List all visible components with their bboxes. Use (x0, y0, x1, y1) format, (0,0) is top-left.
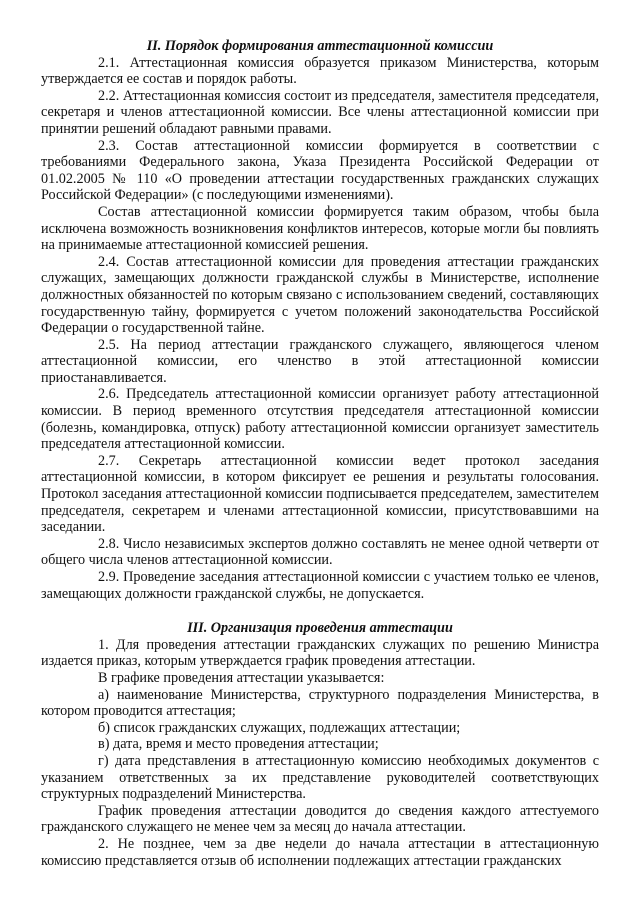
schedule-notice: График проведения аттестации доводится до сведения каждого аттестуемого гражданского служащего не менее чем за месяц до начала аттестации. (41, 802, 599, 836)
schedule-intro: В графике проведения аттестации указывается: (98, 669, 385, 686)
paragraph-2-3: 2.3. Состав аттестационной комиссии формируется в соответствии с требованиями Федерального закона, Указа Президента Российской Федерации от 01.02.2005 № 110 «О проведении аттестации государственных гражданских служащих Российской Федерации» (с последующими изменениями). (41, 137, 599, 204)
list-item-g: г) дата представления в аттестационную комиссию необходимых документов с указанием ответственных за их представление руководителей соответствующих структурных подразделений Министерства. (41, 752, 599, 803)
paragraph-2-6: 2.6. Председатель аттестационной комиссии организует работу аттестационной комиссии. В период временного отсутствия председателя аттестационной комиссии (болезнь, командировка, отпуск) работу аттестационной комиссии организует заместитель председателя аттестационной комиссии. (41, 386, 599, 453)
section-3-heading: III. Организация проведения аттестации (187, 620, 453, 637)
paragraph-2-5: 2.5. На период аттестации гражданского служащего, являющегося членом аттестационной комиссии, его членство в этой аттестационной комиссии приостанавливается. (41, 336, 599, 386)
paragraph-2-9: 2.9. Проведение заседания аттестационной комиссии с участием только ее членов, замещающих должности гражданской службы, не допускается. (41, 569, 599, 602)
paragraph-2-4: 2.4. Состав аттестационной комиссии для проведения аттестации гражданских служащих, замещающих должности гражданской службы в Министерстве, исполнение должностных обязанностей по которым связано с использованием сведений, составляющих государственную тайну, формируется с учетом положений законодательства Российской Федерации о государственной тайне. (41, 253, 599, 337)
paragraph-2-1: 2.1. Аттестационная комиссия образуется приказом Министерства, которым утверждается ее состав и порядок работы. (41, 54, 599, 88)
section-2-body (41, 55, 599, 603)
paragraph-2-2: 2.2. Аттестационная комиссия состоит из председателя, заместителя председателя, секретаря и членов аттестационной комиссии. Все члены аттестационной комиссии при принятии решений обладают равными правами. (41, 87, 599, 137)
list-item-a: а) наименование Министерства, структурного подразделения Министерства, в котором проводится аттестация; (41, 686, 599, 720)
paragraph-3-2: 2. Не позднее, чем за две недели до начала аттестации в аттестационную комиссию представляется отзыв об исполнении подлежащих аттестации гражданских (41, 835, 599, 869)
list-item-v: в) дата, время и место проведения аттестации; (98, 736, 379, 753)
paragraph-3-1: 1. Для проведения аттестации гражданских служащих по решению Министра издается приказ, которым утверждается график проведения аттестации. (41, 636, 599, 670)
paragraph-2-8: 2.8. Число независимых экспертов должно составлять не менее одной четверти от общего числа членов аттестационной комиссии. (41, 535, 599, 569)
paragraph-2-7: 2.7. Секретарь аттестационной комиссии ведет протокол заседания аттестационной комиссии, в котором фиксирует ее решения и результаты голосования. Протокол заседания аттестационной комиссии подписывается председателем, заместителем председателя, секретарем и членами аттестационной комиссии, присутствовавшими на заседании. (41, 452, 599, 536)
document-page (41, 38, 599, 869)
section-2-heading: II. Порядок формирования аттестационной комиссии (146, 38, 494, 54)
section-3-body (41, 637, 599, 869)
list-item-b: б) список гражданских служащих, подлежащих аттестации; (98, 719, 461, 736)
paragraph-2-3-continuation: Состав аттестационной комиссии формируется таким образом, чтобы была исключена возможность возникновения конфликтов интересов, которые могли бы повлиять на принимаемые аттестационной комиссией решения. (41, 203, 599, 254)
